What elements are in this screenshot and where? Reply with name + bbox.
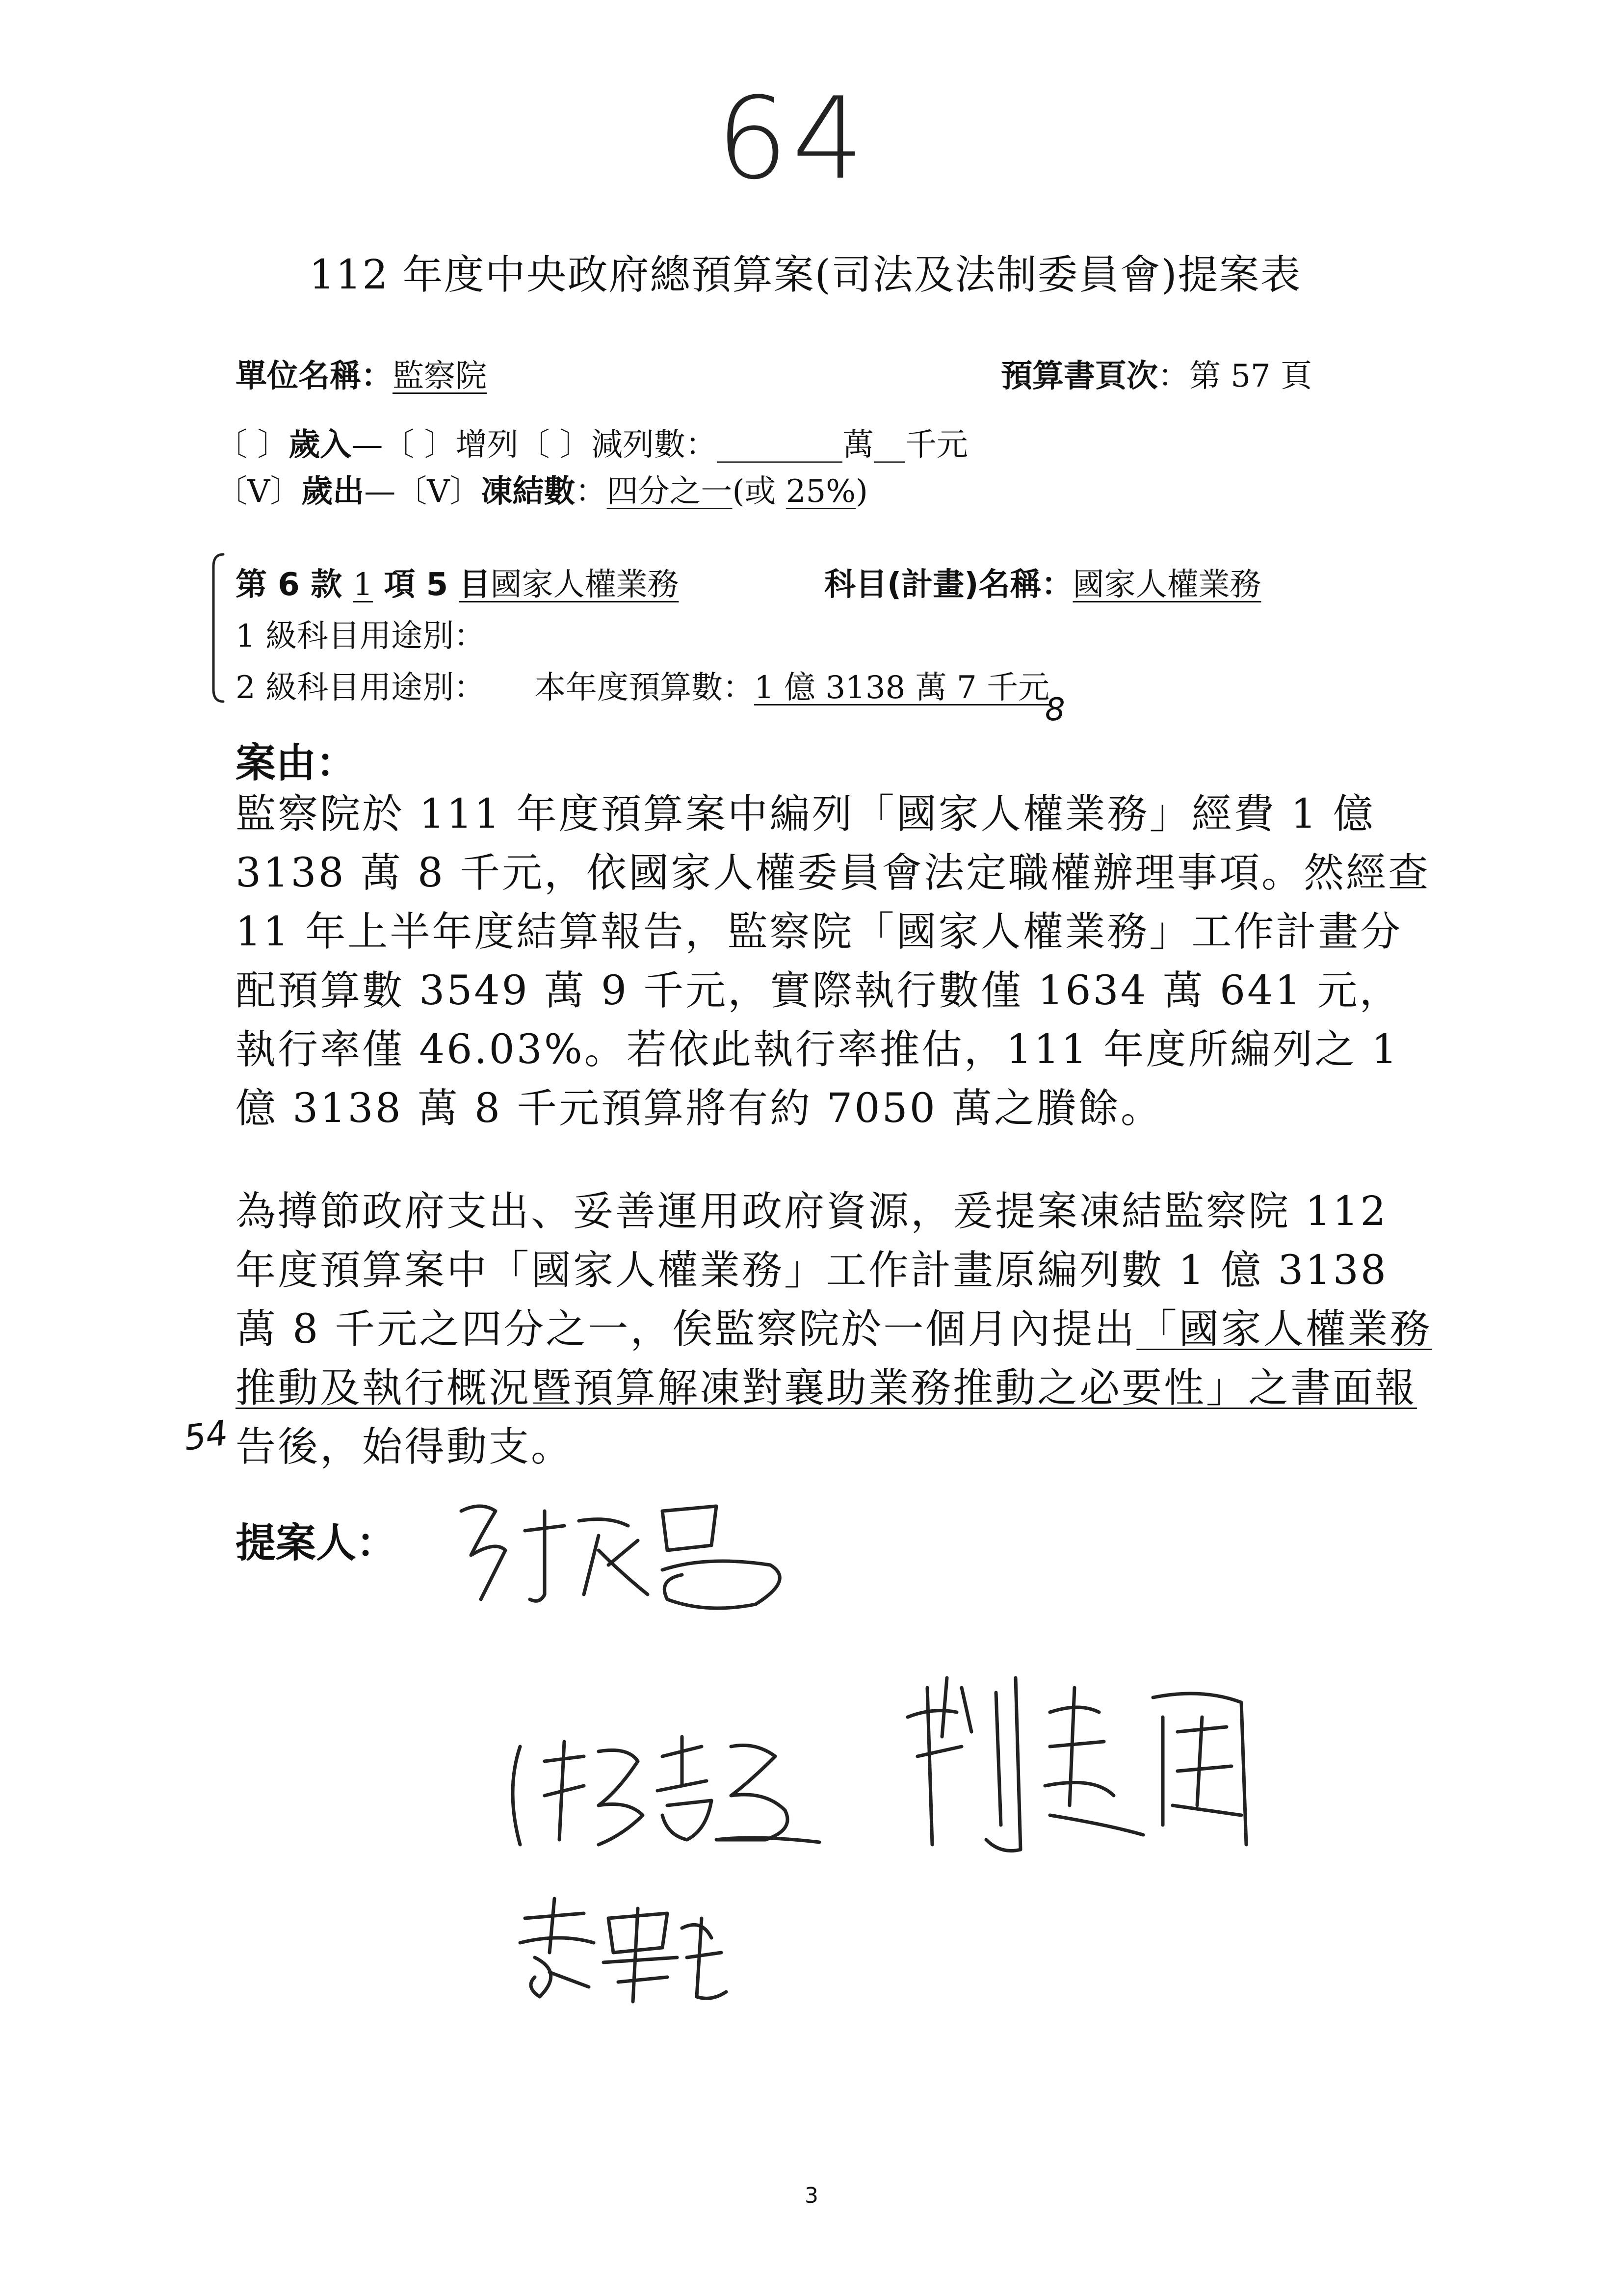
budget-amount-label: 本年度預算數： — [534, 670, 755, 706]
paragraph2-part1: 為撙節政府支出、妥善運用政府資源，爰提案凍結監察院 112 年度預算案中「國家人權業務」工作計畫原編列數 1 億 3138 萬 8 千元之四分之一，俟監察院於一個月內提出 — [236, 1188, 1388, 1353]
budget-amount-value: 1 億 3138 萬 7 千元 — [754, 670, 1050, 706]
freeze-or: 或 — [744, 473, 786, 510]
level1-row: 1 級科目用途別： — [236, 618, 486, 654]
revenue-checkbox: 〔 〕 — [216, 427, 289, 463]
level2-row — [236, 662, 1049, 707]
freeze-paren-open: ( — [732, 473, 745, 510]
expenditure-checkbox: 〔V〕 — [216, 473, 302, 510]
signature-2 — [500, 1717, 883, 1854]
proposer-label: 提案人： — [236, 1520, 397, 1566]
signature-4 — [505, 1889, 731, 2007]
level2-label: 2 級科目用途別： — [236, 670, 486, 706]
kuan-label: 第 6 款 — [236, 567, 353, 603]
revenue-blank: ________ — [717, 427, 843, 463]
revenue-unit-qianyuan: 千元 — [905, 427, 969, 463]
case-reason-label: 案由： — [236, 740, 357, 786]
subject-value: 國家人權業務 — [1073, 567, 1261, 603]
expenditure-line — [216, 466, 868, 511]
section-bracket — [209, 552, 228, 704]
handwritten-correction: 8 — [1045, 692, 1065, 728]
revenue-blank-2: __ — [874, 427, 906, 463]
subject-row — [824, 559, 1261, 604]
case-reason-paragraph-1: 監察院於 111 年度預算案中編列「國家人權業務」經費 1 億 3138 萬 8 千元，依國家人權委員會法定職權辦理事項。然經查 11 年上半年度結算報告，監察院「國家人權業務」工作計畫分配預算數 3549 萬 9 千元，實際執行數僅 1634 萬 641 元，執行率僅 46.03%。若依此執行率推估，111 年度所編列之 1 億 3138 萬 8 千元預算將有約 7050 萬之賸餘。 — [236, 791, 1431, 1132]
handwritten-proposal-number: 64 — [716, 74, 868, 205]
freeze-label: 凍結數 — [481, 473, 576, 510]
subject-label: 科目(計畫)名稱： — [824, 567, 1073, 603]
budget-page-value: ：第 57 頁 — [1158, 358, 1312, 394]
mu-label: 目 — [459, 567, 491, 603]
paragraph2-underlined: 「國家人權業務推動及執行概況暨預算解凍對襄助業務推動之必要性」之書面報 — [236, 1306, 1432, 1411]
freeze-percent: 25% — [786, 473, 856, 510]
unit-label: 單位名稱： — [236, 358, 393, 394]
revenue-unit-wan: 萬 — [842, 427, 874, 463]
page-number: 3 — [805, 2183, 818, 2208]
expenditure-dash: —〔V〕 — [364, 473, 481, 510]
freeze-fraction: 四分之一 — [606, 473, 733, 510]
expenditure-label: 歲出 — [301, 473, 365, 510]
revenue-line — [216, 419, 968, 465]
section-row-1 — [236, 559, 679, 604]
mu-value: 國家人權業務 — [490, 567, 679, 603]
revenue-increase-decrease: 〔 〕增列〔 〕減列數： — [383, 427, 717, 463]
freeze-paren-close: ) — [856, 473, 868, 510]
signature-3 — [888, 1658, 1290, 1864]
paragraph2-part2: 告後，始得動支。 — [236, 1424, 574, 1470]
unit-value: 監察院 — [393, 358, 487, 394]
xiang-label: 項 5 — [373, 567, 459, 603]
document-title: 112 年度中央政府總預算案(司法及法制委員會)提案表 — [309, 252, 1302, 298]
budget-page-label: 預算書頁次 — [1001, 358, 1158, 394]
case-reason-paragraph-2 — [236, 1182, 1433, 1477]
budget-page-row — [1001, 351, 1312, 396]
revenue-dash: — — [351, 427, 383, 463]
unit-row — [236, 351, 487, 396]
revenue-label: 歲入 — [288, 427, 352, 463]
freeze-colon: ： — [575, 473, 607, 510]
signature-1 — [451, 1482, 805, 1619]
margin-note: 54 — [181, 1412, 231, 1459]
kuan-item: 1 — [353, 567, 373, 603]
